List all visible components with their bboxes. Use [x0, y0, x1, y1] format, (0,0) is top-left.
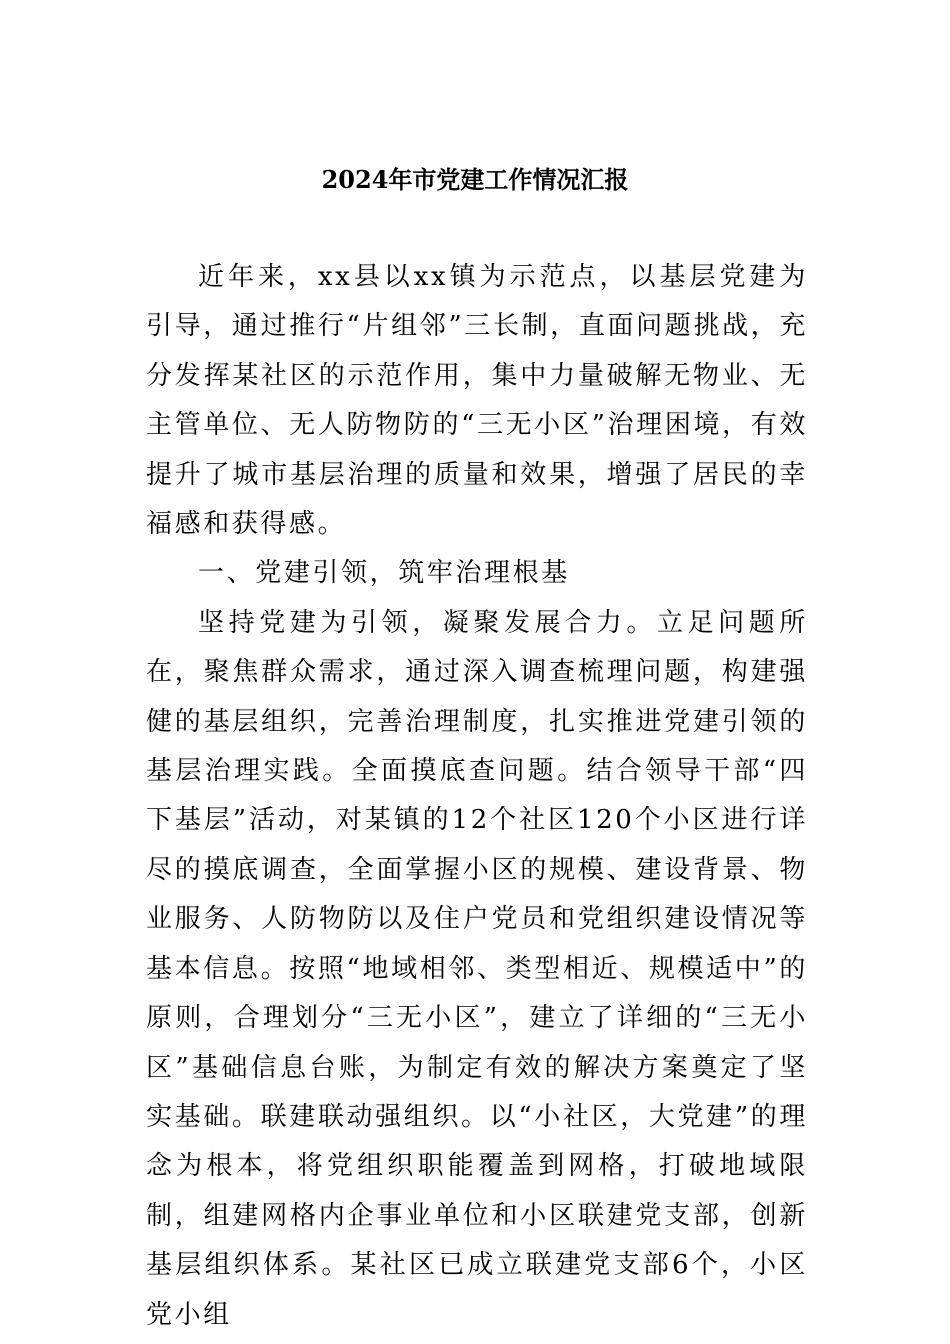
document-body [146, 253, 808, 1340]
paragraph-intro: 近年来，xx县以xx镇为示范点，以基层党建为引导，通过推行“片组邻”三长制，直面问题挑战，充分发挥某社区的示范作用，集中力量破解无物业、无主管单位、无人防物防的“三无小区”治理困境，有效提升了城市基层治理的质量和效果，增强了居民的幸福感和获得感。 [146, 262, 808, 540]
paragraph-section-1: 坚持党建为引领，凝聚发展合力。立足问题所在，聚焦群众需求，通过深入调查梳理问题，构建强健的基层组织，完善治理制度，扎实推进党建引领的基层治理实践。全面摸底查问题。结合领导干部“四下基层”活动，对某镇的12个社区120个小区进行详尽的摸底调查，全面掌握小区的规模、建设背景、物业服务、人防物防以及住户党员和党组织建设情况等基本信息。按照“地域相邻、类型相近、规模适中”的原则，合理划分“三无小区”，建立了详细的“三无小区”基础信息台账，为制定有效的解决方案奠定了坚实基础。联建联动强组织。以“小社区，大党建”的理念为根本，将党组织职能覆盖到网格，打破地域限制，组建网格内企事业单位和小区联建党支部，创新基层组织体系。某社区已成立联建党支部6个，小区党小组 [146, 607, 808, 1330]
document-title: 2024年市党建工作情况汇报 [321, 165, 629, 194]
section-heading-1: 一、党建引领，筑牢治理根基 [198, 558, 570, 589]
